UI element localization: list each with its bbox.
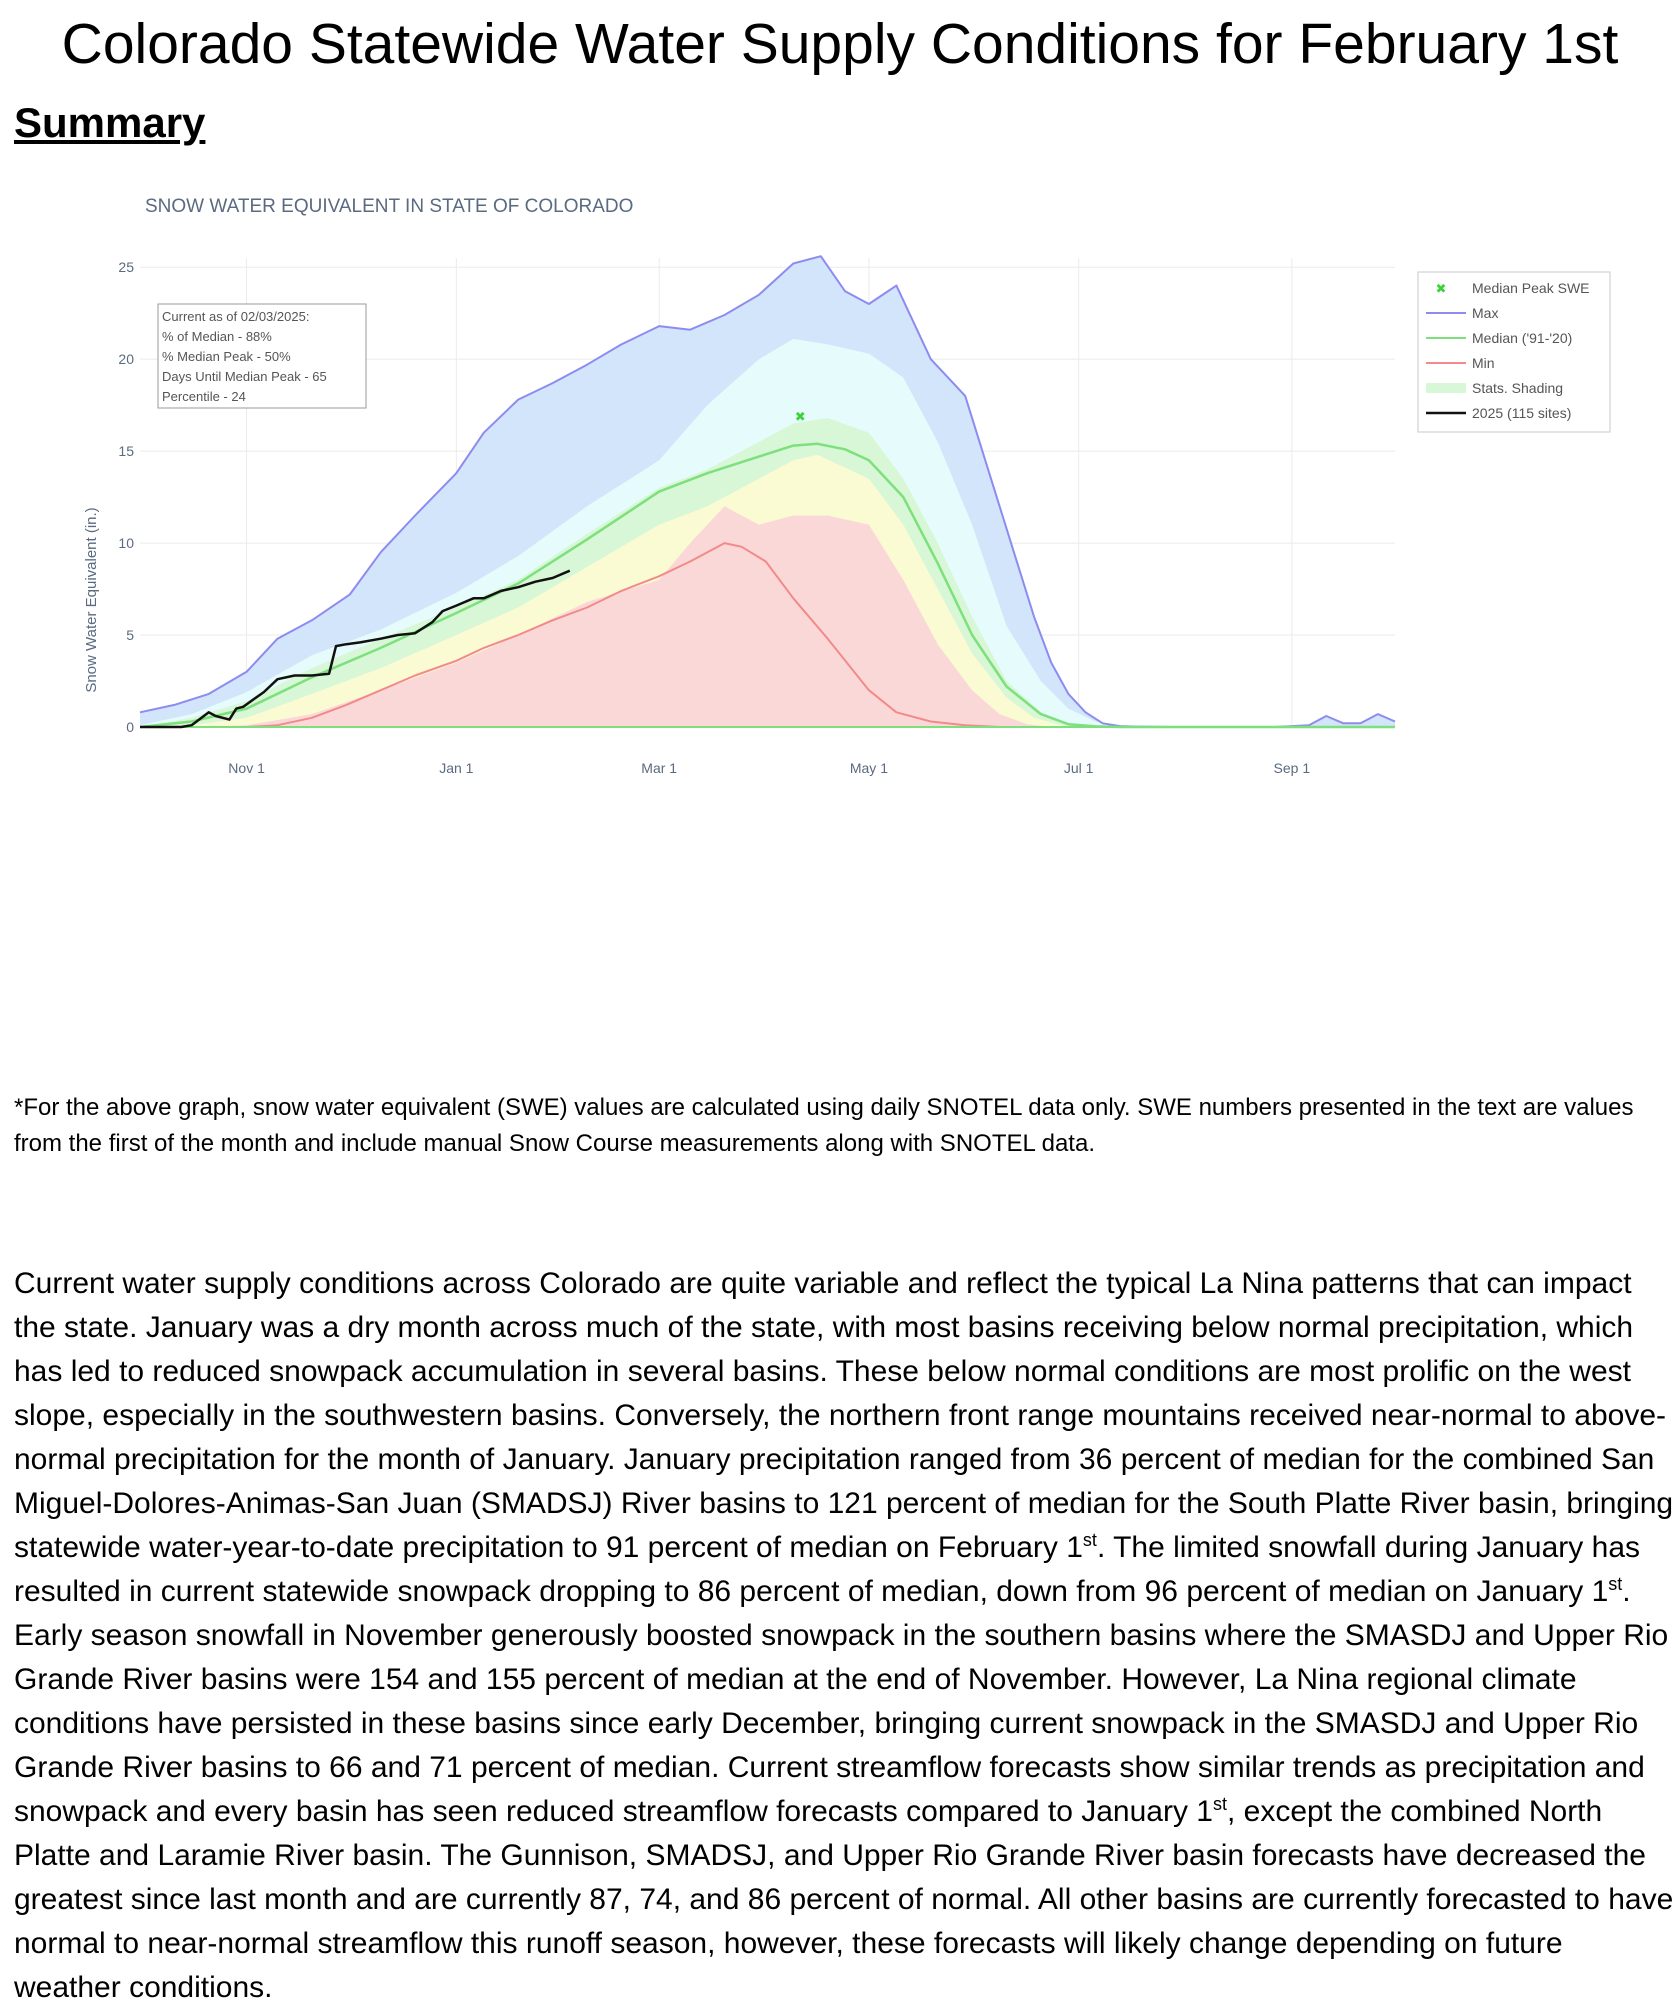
legend-label-shading: Stats. Shading [1472,380,1564,396]
x-tick-label: Jan 1 [439,760,474,776]
x-tick-label: Sep 1 [1273,760,1311,776]
paragraph-segment: Current water supply conditions across Colorado are quite variable and reflect the typical La Nina patterns that can impact the state. January was a dry month across much of the state, with most basins receiving below normal precipitation, which has led to reduced snowpack accumulation in several basins. These below normal conditions are most prolific on the west slope, especially in the southwestern basins. Conversely, the northern front range mountains received near-normal to above-normal precipitation for the month of January. January precipitation ranged from 36 percent of median for the combined San Miguel-Dolores-Animas-San Juan (SMADSJ) River basins to 121 percent of median for the South Platte River basin, bringing statewide water-year-to-date precipitation to 91 percent of median on February 1 [14,1267,1674,1564]
legend-label-median: Median ('91-'20) [1472,330,1573,346]
section-heading: Summary [14,99,206,146]
y-axis-label: Snow Water Equivalent (in.) [83,507,100,693]
info-line: Percentile - 24 [162,389,246,404]
median-peak-icon: ✖ [794,410,806,426]
paragraph-segment: . The limited snowfall during January has resulted in current statewide snowpack dropping to 86 percent of median, down from 96 percent of median on January 1 [14,1531,1640,1608]
legend-label-min: Min [1472,355,1495,371]
legend-label-current: 2025 (115 sites) [1472,405,1572,421]
x-tick-label: Mar 1 [641,760,678,776]
legend-marker-median-peak-icon: ✖ [1435,282,1447,297]
y-tick-label: 5 [126,627,134,644]
median-peak-marker [795,410,806,425]
y-tick-label: 0 [126,719,134,735]
ordinal-suffix: st [1212,1794,1227,1814]
legend-swatch-shading [1426,383,1466,393]
summary-paragraph [14,1262,1674,2010]
paragraph-segment: , except the combined North Platte and Laramie River basin. The Gunnison, SMADSJ, and Upper Rio Grande River basin forecasts have decreased the greatest since last month and are currently 87, 74, and 86 percent of normal. All other basins are currently forecasted to have normal to near-normal streamflow this runoff season, however, these forecasts will likely change depending on future weather conditions. [14,1795,1674,2004]
chart-title: SNOW WATER EQUIVALENT IN STATE OF COLORADO [145,196,634,217]
x-tick-label: May 1 [849,760,888,776]
y-axis-ticks [118,259,134,735]
info-line: % of Median - 88% [162,329,272,344]
legend-label-median-peak: Median Peak SWE [1472,280,1590,296]
info-line: Current as of 02/03/2025: [162,309,310,324]
legend [1418,272,1610,432]
y-tick-label: 25 [118,259,134,276]
legend-label-max: Max [1472,305,1499,321]
ordinal-suffix: st [1608,1574,1623,1594]
y-tick-label: 20 [118,351,134,368]
swe-chart [0,180,1680,1040]
paragraph-segment: . Early season snowfall in November generously boosted snowpack in the southern basins where the SMASDJ and Upper Rio Grande River basins were 154 and 155 percent of median at the end of November. However, La Nina regional climate conditions have persisted in these basins since early December, bringing current snowpack in the SMASDJ and Upper Rio Grande River basins to 66 and 71 percent of median. Current streamflow forecasts show similar trends as precipitation and snowpack and every basin has seen reduced streamflow forecasts compared to January 1 [14,1575,1669,1828]
info-line: % Median Peak - 50% [162,349,291,364]
y-tick-label: 15 [118,443,134,460]
y-tick-label: 10 [118,535,134,552]
swe-chart-svg [0,180,1680,1040]
x-tick-label: Jul 1 [1063,760,1094,776]
chart-footnote: *For the above graph, snow water equivalent (SWE) values are calculated using daily SNOTEL data only. SWE numbers presented in the text are values from the first of the month and include manual Snow Course measurements along with SNOTEL data. [14,1094,1634,1157]
x-tick-label: Nov 1 [228,760,265,776]
page-title: Colorado Statewide Water Supply Conditions for February 1st [61,12,1619,76]
x-axis-ticks [228,760,1310,776]
info-line: Days Until Median Peak - 65 [162,369,327,384]
info-box [158,304,366,408]
ordinal-suffix: st [1082,1530,1097,1550]
